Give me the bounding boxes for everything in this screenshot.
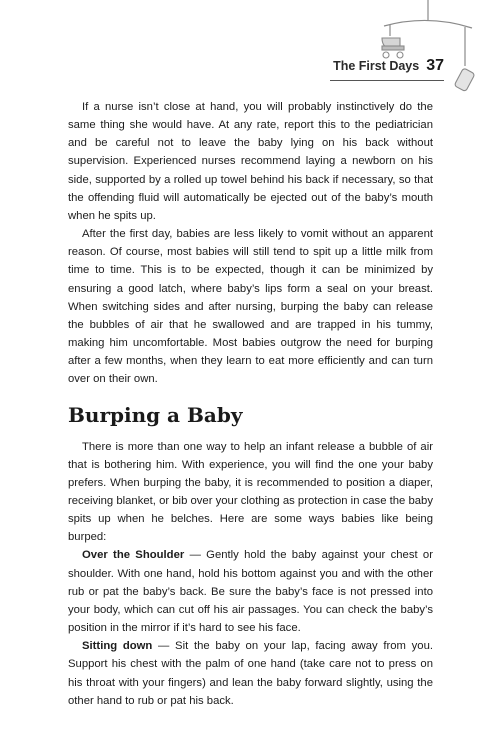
paragraph-sitting-down	[68, 637, 433, 710]
body-text	[68, 98, 433, 710]
paragraph-text: — Gently hold the baby against your chest or shoulder. With one hand, hold his bottom against you and with the other rub or pat the baby’s back. Be sure the baby’s face is not pressed into your body, which can cut off his air passages. You can check the baby’s position in the mirror if it’s hard to see his face.	[68, 549, 433, 635]
paragraph-1: If a nurse isn’t close at hand, you will probably instinctively do the same thing she would have. At any rate, report this to the pediatrician and be careful not to leave the baby lying on his back without supervision. Experienced nurses recommend laying a newborn on his side, supported by a rolled up towel behind his back if necessary, so that the offending fluid will automatically be ejected out of the baby’s mouth when he spits up.	[68, 101, 433, 222]
paragraph-over-the-shoulder	[68, 546, 433, 637]
running-head	[333, 57, 444, 75]
bottle-icon	[454, 68, 475, 92]
run-in-heading: Sitting down	[82, 640, 153, 653]
header-rule	[330, 80, 444, 81]
paragraph-text: — Sit the baby on your lap, facing away from you. Support his chest with the palm of one hand (take care not to press on his throat with your fingers) and lean the baby forward slightly, using the other hand to rub or pat his back.	[68, 640, 434, 707]
paragraph-2: After the first day, babies are less likely to vomit without an apparent reason. Of course, most babies will still tend to spit up a little milk from time to time. This is to be expected, though it can be minimized by ensuring a good latch, where baby’s lips form a seal on your breast. When switching sides and after nursing, burping the baby can release the bubbles of air that he swallowed and are trapped in his tummy, making him uncomfortable. Most babies outgrow the need for burping after a few months, when they learn to eat more efficiently and can turn over on their own.	[68, 228, 433, 386]
run-in-heading: Over the Shoulder	[82, 549, 185, 562]
running-title: The First Days	[333, 59, 420, 73]
stroller-icon	[382, 38, 404, 58]
section-heading: Burping a Baby	[68, 402, 243, 427]
paragraph-3: There is more than one way to help an infant release a bubble of air that is bothering him. With experience, you will find the one your baby prefers. When burping the baby, it is recommended to position a diaper, receiving blanket, or bib over your clothing as protection in case the baby spits up when he belches. Here are some ways babies like being burped:	[68, 440, 433, 544]
page-number: 37	[426, 57, 444, 74]
